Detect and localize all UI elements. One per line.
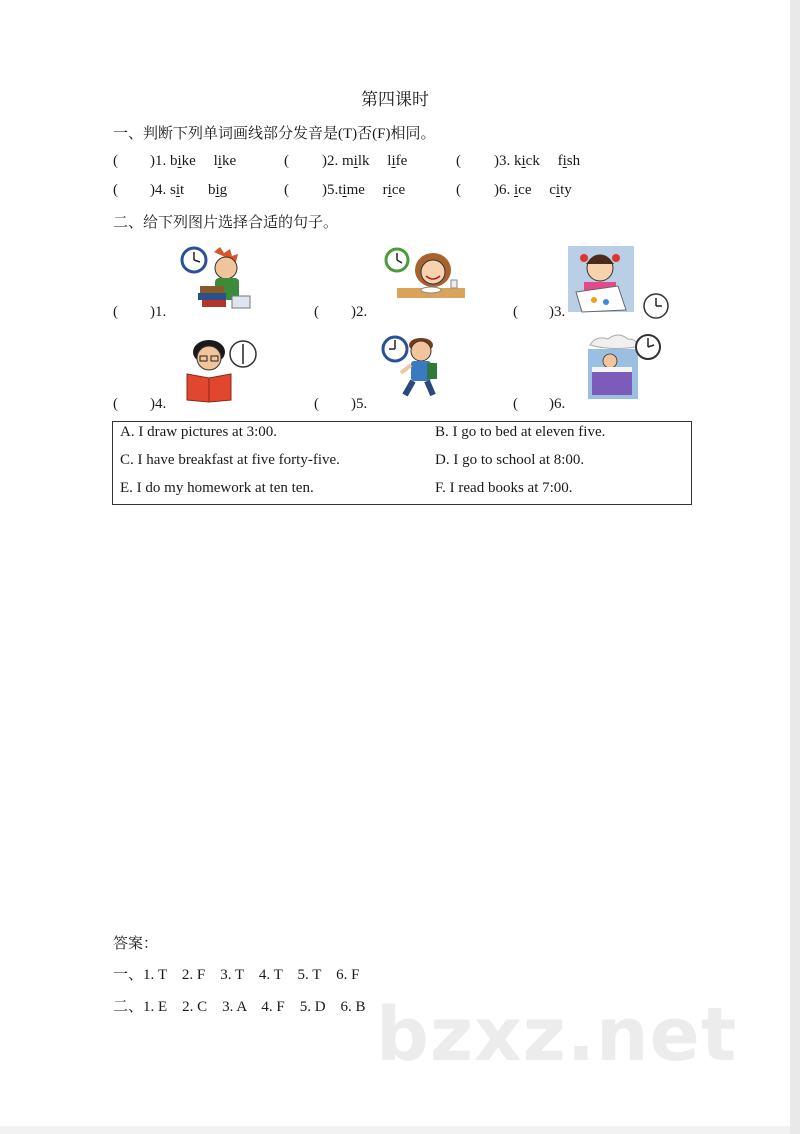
option-d: D. I go to school at 8:00. [435,452,585,468]
picture-label-3: )3. [549,304,566,320]
girl-drawing-picture-with-clock-icon [566,246,670,320]
phonics-item-5: )5.time rice [322,182,406,198]
picture-label-1: )1. [150,304,167,320]
phonics-item-2: )2. milk life [322,153,408,169]
option-b: B. I go to bed at eleven five. [435,424,606,440]
picture-label-6: )6. [549,396,566,412]
answers-line-2: 二、1. E 2. C 3. A 4. F 5. D 6. B [113,999,366,1015]
picture-answer-paren: ( [513,304,518,320]
page-title: 第四课时 [361,90,429,109]
page-edge [790,0,800,1134]
answer-paren: ( [113,182,118,198]
option-a: A. I draw pictures at 3:00. [120,424,278,440]
phonics-item-1: )1. bike like [150,153,237,169]
answers-heading: 答案： [113,936,159,952]
answer-paren: ( [456,182,461,198]
picture-answer-paren: ( [314,396,319,412]
boy-going-to-school-with-clock-icon [381,335,443,407]
picture-label-4: )4. [150,396,167,412]
site-watermark: bzxz.net [376,992,738,1078]
option-e: E. I do my homework at ten ten. [120,480,314,496]
picture-answer-paren: ( [113,304,118,320]
section1-heading: 一、判断下列单词画线部分发音是(T)否(F)相同。 [113,126,436,142]
option-f: F. I read books at 7:00. [435,480,573,496]
answer-paren: ( [284,182,289,198]
picture-label-2: )2. [351,304,368,320]
answers-line-1: 一、1. T 2. F 3. T 4. T 5. T 6. F [113,967,360,983]
phonics-item-6: )6. ice city [494,182,572,198]
boy-reading-book-with-clock-icon [179,338,259,402]
answer-paren: ( [113,153,118,169]
option-c: C. I have breakfast at five forty-five. [120,452,340,468]
child-sleeping-in-bed-with-clock-icon [582,333,662,403]
picture-answer-paren: ( [314,304,319,320]
answer-paren: ( [284,153,289,169]
sentence-options-box [112,421,692,505]
girl-eating-breakfast-with-clock-icon [385,248,467,306]
picture-answer-paren: ( [113,396,118,412]
phonics-item-4: )4. sit big [150,182,228,198]
picture-answer-paren: ( [513,396,518,412]
phonics-item-3: )3. kick fish [494,153,581,169]
section2-heading: 二、给下列图片选择合适的句子。 [113,215,339,231]
picture-label-5: )5. [351,396,368,412]
boy-with-books-and-clock-icon [180,246,252,312]
answer-paren: ( [456,153,461,169]
